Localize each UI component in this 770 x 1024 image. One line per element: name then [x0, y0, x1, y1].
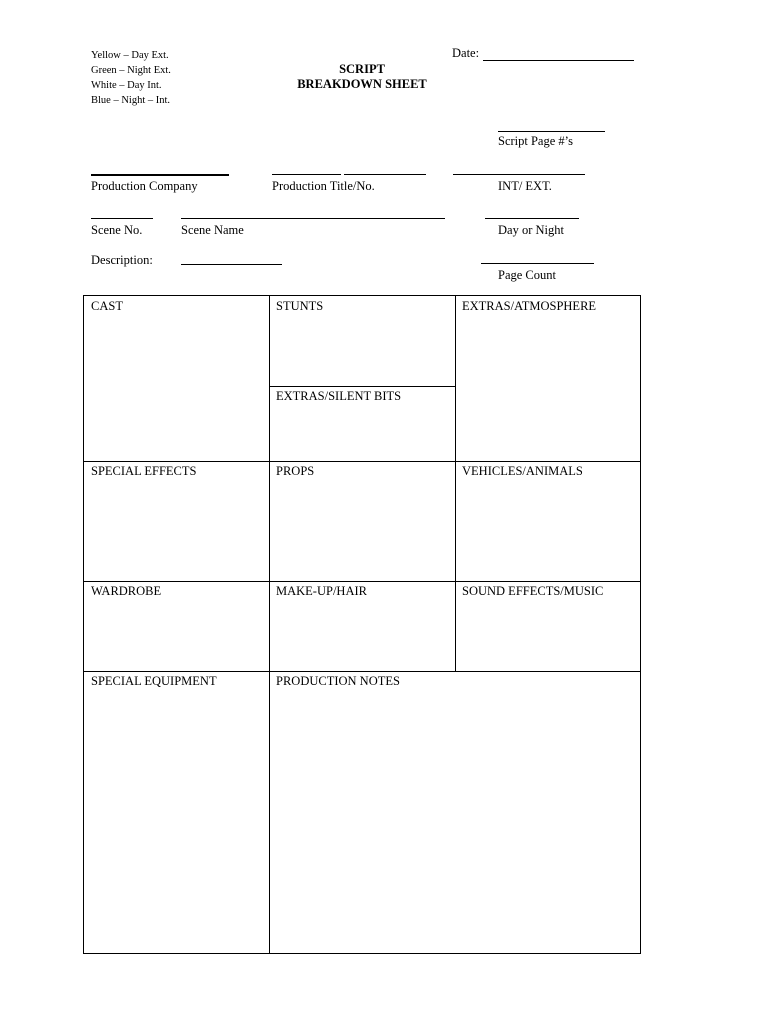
production-title-label: Production Title/No. [272, 179, 375, 193]
production-notes-label: PRODUCTION NOTES [276, 674, 400, 688]
sound-effects-music-label: SOUND EFFECTS/MUSIC [462, 584, 604, 598]
production-number-field-line[interactable] [344, 174, 426, 175]
vehicles-animals-label: VEHICLES/ANIMALS [462, 464, 583, 478]
color-legend [91, 48, 171, 108]
extras-silent-bits-cell[interactable] [269, 386, 455, 461]
page-count-label: Page Count [498, 268, 556, 282]
scene-no-field-line[interactable] [91, 218, 153, 219]
vehicles-animals-cell[interactable] [455, 461, 640, 581]
title-line-1: SCRIPT [339, 62, 385, 76]
int-ext-field-line[interactable] [453, 174, 585, 175]
legend-item-yellow: Yellow – Day Ext. [91, 50, 169, 61]
stunts-cell[interactable] [269, 296, 455, 386]
props-cell[interactable] [269, 461, 455, 581]
props-label: PROPS [276, 464, 315, 478]
special-effects-label: SPECIAL EFFECTS [91, 464, 197, 478]
scene-no-label: Scene No. [91, 223, 143, 237]
makeup-hair-label: MAKE-UP/HAIR [276, 584, 367, 598]
date-label: Date: [452, 46, 480, 60]
extras-atmosphere-cell[interactable] [455, 296, 640, 461]
description-field-line[interactable] [181, 264, 282, 265]
wardrobe-cell[interactable] [84, 581, 269, 671]
special-equipment-label: SPECIAL EQUIPMENT [91, 674, 217, 688]
scene-name-field-line[interactable] [181, 218, 445, 219]
title-line-2: BREAKDOWN SHEET [297, 77, 427, 91]
script-pages-field-line[interactable] [498, 131, 605, 132]
stunts-label: STUNTS [276, 299, 324, 313]
date-field-line[interactable] [483, 60, 634, 61]
cast-label: CAST [91, 299, 123, 313]
legend-item-white: White – Day Int. [91, 80, 162, 91]
extras-atmosphere-label: EXTRAS/ATMOSPHERE [462, 299, 597, 313]
production-company-field-line[interactable] [91, 174, 229, 176]
sound-effects-music-cell[interactable] [455, 581, 640, 671]
breakdown-grid [83, 295, 641, 954]
legend-item-green: Green – Night Ext. [91, 65, 171, 76]
extras-silent-bits-label: EXTRAS/SILENT BITS [276, 389, 402, 403]
page-title [262, 62, 462, 92]
day-night-label: Day or Night [498, 223, 564, 237]
special-equipment-cell[interactable] [84, 671, 269, 953]
production-notes-cell[interactable] [269, 671, 640, 953]
description-label: Description: [91, 253, 153, 267]
day-night-field-line[interactable] [485, 218, 579, 219]
wardrobe-label: WARDROBE [91, 584, 162, 598]
special-effects-cell[interactable] [84, 461, 269, 581]
script-pages-label: Script Page #’s [498, 134, 573, 148]
production-title-field-line[interactable] [272, 174, 341, 175]
cast-cell[interactable] [84, 296, 269, 461]
scene-name-label: Scene Name [181, 223, 244, 237]
legend-item-blue: Blue – Night – Int. [91, 95, 171, 106]
page-count-field-line[interactable] [481, 263, 594, 264]
production-company-label: Production Company [91, 179, 198, 193]
makeup-hair-cell[interactable] [269, 581, 455, 671]
int-ext-label: INT/ EXT. [498, 179, 552, 193]
